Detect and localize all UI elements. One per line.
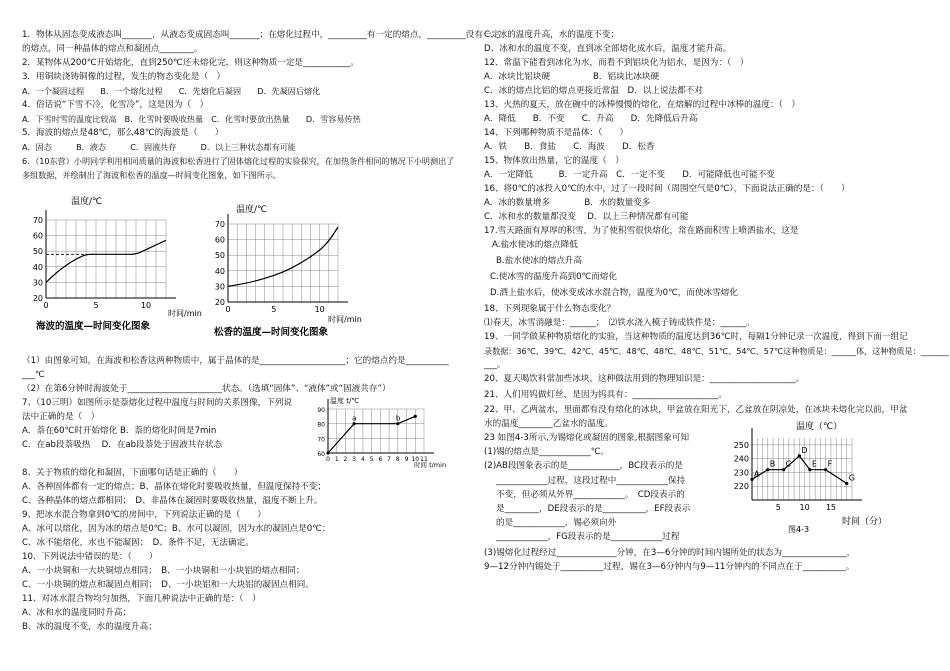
point-label: A: [754, 469, 760, 479]
x-tick-label: 10: [314, 305, 325, 314]
q17: 17.雪天路面有厚厚的积雪，为了使积雪很快熔化，常在路面积雪上喷洒盐水，这是: [484, 226, 799, 236]
q21: 21、人们用钨做灯丝，是因为钨具有：____________________。: [484, 390, 727, 400]
q11b: B、冰的温度不变，水的温度升高；: [22, 622, 157, 632]
point-label: b: [395, 414, 401, 423]
hypo-xlabel: 时间/min: [168, 309, 202, 318]
q6-fill2: （2）在第6分钟时海波处于______________________状态。（选填“固体”、“液体”或“固液共存”）: [22, 384, 391, 394]
q20: 20、夏天喝饮料常加些冰块，这种做法用到的物理知识是：____________________。: [484, 374, 805, 384]
q19c: ___。: [484, 360, 506, 370]
x-tick-label: 9: [404, 456, 409, 463]
rosin-ylabel: 温度/℃: [236, 205, 268, 215]
y-tick-label: 60: [317, 451, 325, 458]
q6b: 多组数据，并绘制出了海波和松香的温度—时间变化图象，如下图所示。: [22, 170, 282, 180]
x-tick-label: 10: [140, 301, 152, 310]
q23-3b: 9—12分钟内锡处于__________过程，锡在3—6分钟内与9—11分钟内的不同点在于__________。: [484, 562, 855, 572]
q17c: C.使冰雪的温度升高到0℃而熔化: [490, 272, 617, 282]
y-tick-label: 240: [733, 454, 749, 464]
x-tick-label: 5: [93, 301, 99, 310]
y-tick-label: 50: [214, 251, 225, 261]
tin-chart: [718, 418, 898, 536]
point-label: G: [848, 473, 855, 483]
q6: 6．（10东营）小明同学利用相同质量的海波和松香进行了固体熔化过程的实验探究，在加热条件相同的情况下小明测出了: [22, 156, 455, 166]
q16: 16、将0℃的冰投入0℃的水中，过了一段时间（周围空气是0℃），下面说法正确的是：（ ）: [484, 184, 850, 194]
y-tick-label: 70: [214, 220, 225, 229]
x-tick-label: 15: [825, 503, 837, 512]
q23-1: (1)锡的熔点是____________℃。: [484, 447, 609, 457]
q18a: ⑴春天，冰雪消融是：______； ⑵铁水浇入模子铸成铁件是：______。: [484, 318, 755, 328]
tin-xlabel: 时间（分）: [842, 517, 888, 527]
q10: 10、下列说法中错误的是：（ ）: [22, 552, 158, 562]
q7: 7、（10三明）如图所示是萘熔化过程中温度与时间的关系图像，下列说: [22, 398, 292, 408]
x-tick-label: 2: [343, 456, 348, 463]
point-label: D: [801, 445, 808, 455]
point-label: C: [785, 459, 792, 469]
x-tick-label: 0: [326, 456, 330, 463]
q1b: 的熔点，同一种晶体的熔点和凝固点________。: [22, 44, 203, 54]
y-tick-label: 230: [733, 468, 749, 478]
q23-2e: 的是____________，锡必须向外: [496, 518, 617, 528]
q6-fill1b: ___℃: [22, 370, 45, 380]
q15-options: A．一定降低 B．一定升高 C．一定不变 D．可能降低也可能不变: [484, 170, 775, 180]
q17b: B.盐水使冰的熔点升高: [496, 256, 582, 266]
q2: 2．某物体从200℃开始熔化，直到250℃还未熔化完，则这种物质一定是___________。: [22, 58, 359, 68]
rosin-xlabel: 时间/min: [328, 315, 362, 324]
r2: D、冰和水的温度不变，直到冰全部熔化成水后，温度才能升高。: [484, 44, 732, 54]
x-tick-label: 11: [420, 456, 428, 463]
hypo-chart: [26, 196, 206, 336]
q5-options: A．固态 B．液态 C．固液共存 D．以上三种状态都有可能: [22, 142, 296, 152]
x-tick-label: 5: [775, 503, 781, 512]
q11: 11、对冰水混合物均匀加热，下面几种说法中正确的是：（ ）: [22, 594, 261, 604]
y-tick-label: 80: [317, 421, 325, 429]
y-tick-label: 250: [733, 440, 749, 450]
q23-2c: 不变，但必须从外界____________。 CD段表示的: [496, 490, 685, 500]
y-tick-label: 60: [32, 231, 43, 241]
q14-options: A．铁 B．食盐 C．海波 D．松香: [484, 142, 655, 152]
q11a: A、冰和水的温度同时升高；: [22, 608, 132, 618]
q8b: C、各种晶体的熔点都相同； D、非晶体在凝固时要吸收热量，温度不断上升。: [22, 496, 323, 506]
y-tick-label: 40: [32, 262, 43, 272]
q6-fill1: （1）由图象可知，在海波和松香这两种物质中，属于晶体的是____________________；它的熔点约是__________: [22, 356, 449, 366]
y-tick-label: 70: [32, 216, 43, 225]
q7b: 法中正确的是（ ）: [22, 412, 100, 422]
hypo-title: 海波的温度—时间变化图象: [36, 321, 151, 332]
q23-3: (3)锡熔化过程经过______________分钟，在3—6分钟的时间内锡所处的状态为_______________，: [484, 548, 856, 558]
x-tick-label: 4: [360, 456, 365, 463]
q15: 15、物体放出热量，它的温度（ ）: [484, 156, 624, 166]
q14: 14、下列哪种物质不是晶体：（ ）: [484, 128, 629, 138]
q17d: D.洒上盐水后，使冰变成冰水混合物，温度为0℃，而使冰雪熔化: [490, 288, 738, 298]
x-tick-label: 7: [387, 456, 392, 463]
x-tick-label: 5: [271, 305, 277, 314]
q5: 5．海波的熔点是48℃，那么48℃的海波是（ ）: [22, 128, 224, 138]
q17a: A.盐水使冰的熔点降低: [492, 240, 578, 250]
data-point: [414, 415, 417, 418]
x-tick-label: 5: [369, 456, 374, 463]
q12: 12、常温下能看到冰化为水，而看不到铝块化为铝水，是因为：（ ）: [484, 58, 749, 68]
q3: 3．用铜块浇铸铜像的过程，发生的物态变化是（ ）: [22, 72, 226, 82]
y-tick-label: 20: [214, 298, 225, 307]
q9b: C、冰不能熔化，水也不能凝固； D、条件不足，无法确定。: [22, 538, 254, 548]
y-tick-label: 40: [214, 266, 225, 276]
x-tick-label: 0: [43, 301, 49, 310]
q12b: C．冰的熔点比铝的熔点更接近常温 D．以上说法都不对: [484, 86, 703, 96]
y-tick-label: 70: [317, 436, 325, 444]
q23-2b: ____________过程，这段过程中____________保持: [496, 476, 686, 486]
y-tick-label: 90: [317, 407, 325, 414]
q23-2d: 是________，DE段表示的是__________，EF段表示: [496, 504, 691, 514]
y-tick-label: 20: [32, 294, 43, 303]
naph-ylabel: 温度 t/℃: [330, 397, 360, 405]
x-tick-label: 8: [395, 456, 400, 463]
x-tick-label: 10: [799, 503, 810, 512]
y-tick-label: 30: [214, 282, 225, 292]
y-tick-label: 50: [32, 247, 43, 257]
q13: 13、火热的夏天，放在碗中的冰棒慢慢的熔化，在熔解的过程中冰棒的温度：（ ）: [484, 100, 801, 110]
q22b: 水的温度________乙盆水的温度。: [484, 419, 613, 429]
q12a: A．冰块比铝块硬 B．铝块比冰块硬: [484, 72, 660, 82]
q10a: A、一小块铜和一大块铜熔点相同； B、一小块铜和一小块铝的熔点相同；: [22, 566, 305, 576]
tin-ylabel: 温度（℃）: [796, 422, 843, 432]
q7-options2: C．在ab段萘吸热 D．在ab段萘处于固液共存状态: [22, 440, 223, 450]
y-tick-label: 220: [733, 482, 749, 492]
point-label: a: [352, 414, 357, 423]
q8a: A、各种固体都有一定的熔点；B、晶体在熔化时要吸收热量，但温度保持不变；: [22, 482, 326, 492]
point-label: B: [769, 459, 776, 469]
q16b: C．冰和水的数量都没变 D．以上三种情况都有可能: [484, 212, 689, 222]
x-tick-label: 3: [352, 456, 357, 463]
point-label: F: [827, 459, 833, 469]
hypo-ylabel: 温度/℃: [71, 197, 103, 207]
q23: 23 如图4-3所示,为锡熔化或凝固的图象,根据图象可知: [484, 433, 690, 443]
naph-xlabel: 时间 t/min: [414, 461, 447, 469]
x-tick-label: 10: [411, 456, 420, 463]
q18: 18、下列现象属于什么物态变化？: [484, 304, 616, 314]
r1: C、冰的温度升高，水的温度不变；: [484, 30, 619, 40]
q9: 9、把冰水混合物拿到0℃的房间中，下列说法正确的是（ ）: [22, 510, 267, 520]
q13-options: A．降低 B．不变 C．升高 D．先降低后升高: [484, 114, 698, 124]
x-tick-label: 6: [378, 456, 383, 463]
q19b: 录数据：36℃、39℃、42℃、45℃、48℃、48℃、48℃、51℃、54℃、57℃这种物质是：______体，这种物质是：_______: [484, 346, 950, 356]
q4: 4．俗话说“下雪不冷，化雪冷”，这是因为（ ）: [22, 100, 209, 110]
q23-2f: ____________，FG段表示的是____________过程: [496, 532, 680, 542]
q23-2: (2)AB段图象表示的是____________，BC段表示的是: [484, 461, 683, 471]
y-tick-label: 60: [214, 235, 225, 245]
q22: 22、甲、乙两盆水，里面都有没有熔化的冰块，甲盆放在阳光下，乙盆放在阴凉处，在冰块未熔化完以前，甲盆: [484, 405, 908, 415]
rosin-title: 松香的温度—时间变化图象: [214, 327, 329, 338]
rosin-chart: [208, 202, 383, 342]
q7-options1: A．萘在60℃时开始熔化 B．萘的熔化时间是7min: [22, 426, 217, 436]
q9a: A、冰可以熔化，因为冰的熔点是0℃；B、水可以凝固，因为水的凝固点是0℃；: [22, 524, 331, 534]
q1: 1．物体从固态变成液态叫_______，从液态变成固态叫_______；在熔化过程中，_________有一定的熔点，_________没有一定: [22, 30, 501, 40]
data-point: [326, 451, 329, 454]
point-label: E: [811, 459, 817, 469]
naphthalene-chart: [308, 395, 458, 475]
x-tick-label: 1: [334, 456, 339, 463]
x-tick-label: 0: [225, 305, 231, 314]
q19: 19、一同学做某种物质熔化的实验，当这种物质的温度达到36℃时，每隔1分钟记录一次温度，得到下面一组记: [484, 332, 908, 342]
y-tick-label: 30: [32, 278, 43, 288]
q3-options: A．一个凝固过程 B．一个熔化过程 C．先熔化后凝固 D．先凝固后熔化: [22, 86, 321, 96]
q16a: A．冰的数量增多 B．水的数量变多: [484, 198, 651, 208]
tin-caption: 图4-3: [788, 525, 810, 534]
q4-options: A．下雪时雪的温度比较高 B．化雪时要吸收热量 C．化雪时要放出热量 D．雪容易传热: [22, 114, 361, 124]
q10b: C、一小块铜的熔点和凝固点相同； D、一小块铝和一大块铝的凝固点相同。: [22, 580, 314, 590]
q8: 8、关于物质的熔化和凝固，下面哪句话是正确的（ ）: [22, 468, 243, 478]
